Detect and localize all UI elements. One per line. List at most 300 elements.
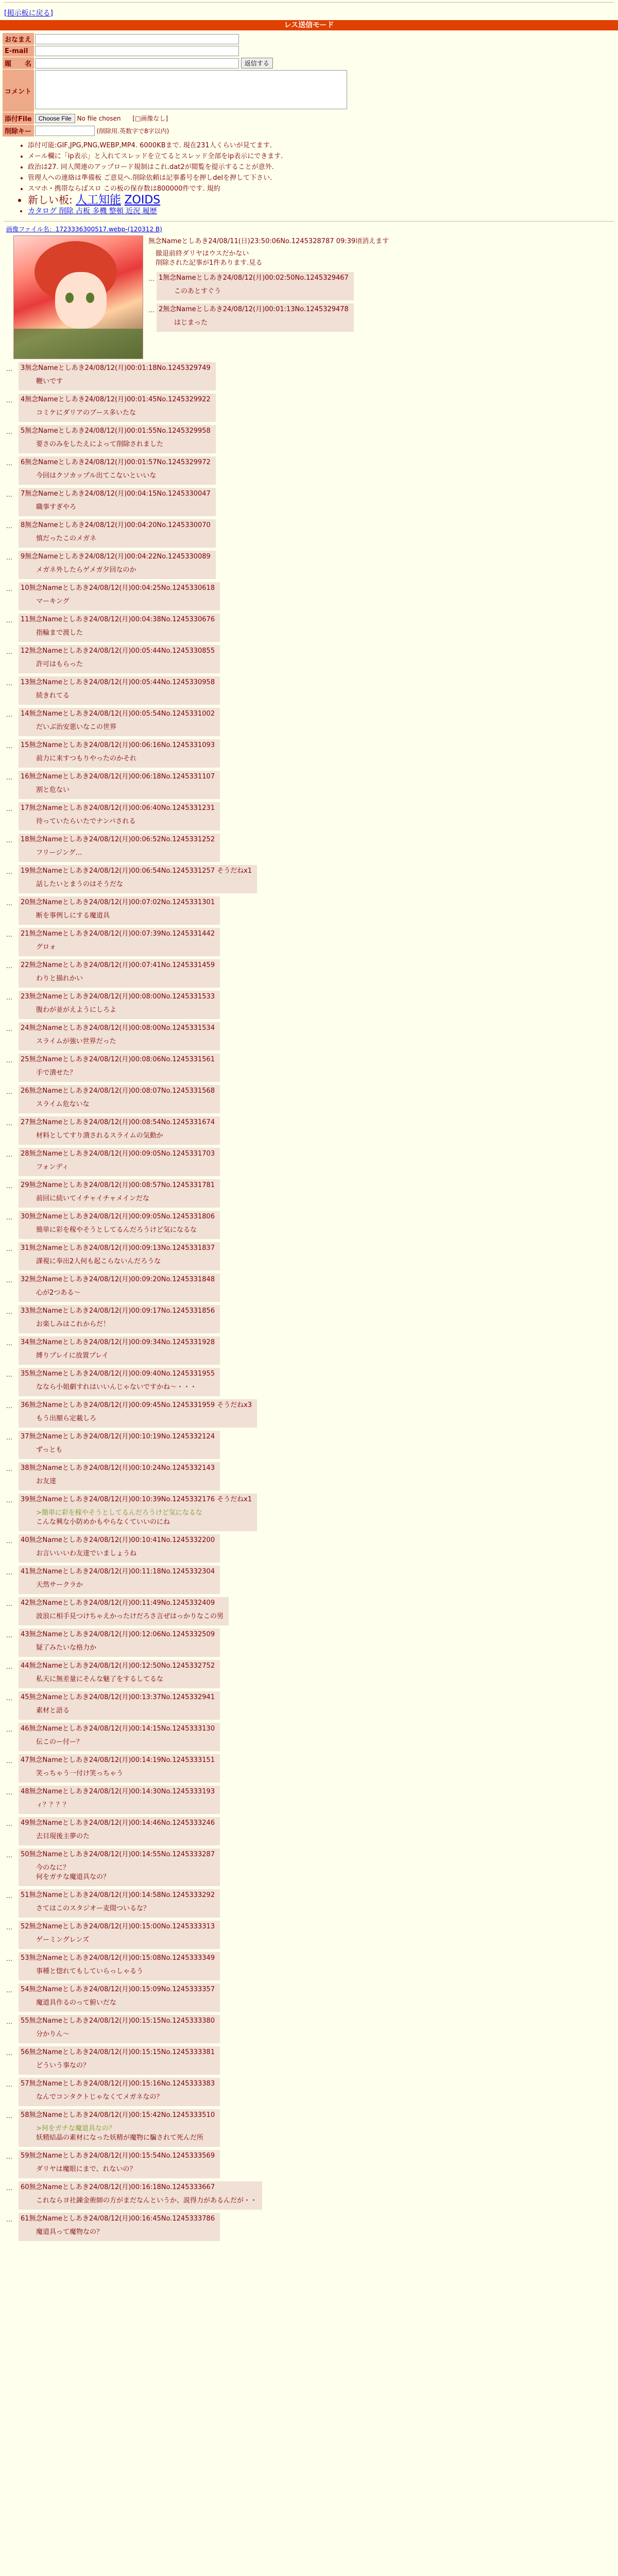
reply-post [6, 1889, 618, 1918]
delete-key-label: 削除キー [3, 125, 34, 137]
reply-header[interactable]: 9無念Nameとしあき24/08/12(月)00:04:22No.1245330089 [21, 553, 211, 561]
reply-header[interactable]: 5無念Nameとしあき24/08/12(月)00:01:55No.1245329958 [21, 427, 211, 435]
reply-body [36, 1706, 215, 1716]
reply-body [36, 1131, 215, 1141]
reply-post [6, 959, 618, 988]
reply-post [6, 1462, 618, 1490]
reply-text: 手で潰せた？ [36, 1069, 77, 1077]
reply-box [19, 1116, 220, 1145]
reply-box [19, 425, 216, 453]
op-image-eye [65, 293, 74, 303]
reply-text: メガネ外したらゲメガ夕回なのか [36, 566, 136, 574]
reply-indent: … [6, 711, 12, 718]
reply-text: 妖精結晶の素材になった妖精が魔物に騙されて死んだ所 [36, 2134, 204, 2142]
reply-body [36, 1967, 215, 1976]
back-to-board-link[interactable]: [掲示板に戻る] [4, 9, 53, 18]
reply-header[interactable]: 33無念Nameとしあき24/08/12(月)00:09:17No.1245331856 [21, 1307, 215, 1315]
reply-header[interactable]: 50無念Nameとしあき24/08/12(月)00:14:55No.1245333287 [21, 1851, 215, 1858]
reply-header[interactable]: 30無念Nameとしあき24/08/12(月)00:09:05No.1245331806 [21, 1213, 215, 1221]
board-notes [28, 141, 616, 216]
reply-header[interactable]: 11無念Nameとしあき24/08/12(月)00:04:38No.1245330676 [21, 616, 215, 623]
reply-box [19, 551, 216, 579]
reply-header[interactable]: 27無念Nameとしあき24/08/12(月)00:08:54No.1245331674 [21, 1118, 215, 1126]
reply-box [19, 394, 216, 422]
reply-body [36, 471, 211, 481]
reply-header[interactable]: 49無念Nameとしあき24/08/12(月)00:14:46No.1245333246 [21, 1819, 215, 1827]
reply-text: だいぶ治安悪いなこの世界 [36, 723, 117, 731]
reply-indent: … [6, 1694, 12, 1702]
reply-post [148, 303, 618, 332]
category-links [28, 207, 616, 216]
reply-header[interactable]: 32無念Nameとしあき24/08/12(月)00:09:20No.1245331848 [21, 1276, 215, 1283]
reply-header[interactable]: 18無念Nameとしあき24/08/12(月)00:06:52No.1245331252 [21, 836, 215, 843]
reply-box [19, 1817, 220, 1845]
reply-post [6, 2181, 618, 2210]
reply-header[interactable]: 61無念Nameとしあき24/08/12(月)00:16:45No.1245333786 [21, 2215, 215, 2223]
reply-list [6, 335, 618, 2241]
reply-text: わりと描れかい [36, 975, 83, 982]
reply-post [6, 614, 618, 642]
reply-text: 材料としてすり潰されるスライムの気動か [36, 1132, 163, 1140]
reply-header[interactable]: 48無念Nameとしあき24/08/12(月)00:14:30No.1245333193 [21, 1788, 215, 1795]
reply-form [0, 30, 618, 216]
file-label: 添付File [3, 112, 34, 124]
reply-box [19, 1336, 220, 1365]
op-body-line: 削除された記事が1件あります.見る [156, 259, 263, 267]
reply-header[interactable]: 10無念Nameとしあき24/08/12(月)00:04:25No.1245330618 [21, 584, 215, 592]
reply-box [19, 1566, 220, 1594]
reply-indent: … [6, 2153, 12, 2160]
reply-post [6, 1274, 618, 1302]
email-input[interactable] [35, 46, 239, 56]
reply-text: 鞭いです [36, 378, 63, 385]
reply-indent: … [6, 680, 12, 687]
reply-indent: … [6, 617, 12, 624]
reply-text: お楽しみはこれからだ！ [36, 1320, 110, 1328]
reply-header[interactable]: 15無念Nameとしあき24/08/12(月)00:06:16No.1245331093 [21, 741, 215, 749]
new-boards [28, 195, 616, 205]
reply-indent: … [6, 1088, 12, 1095]
reply-body [36, 1581, 215, 1590]
reply-text: 今回はクソカップル出てこないといいな [36, 472, 157, 480]
reply-header[interactable]: 47無念Nameとしあき24/08/12(月)00:14:19No.1245333151 [21, 1756, 215, 1764]
reply-box [19, 1660, 220, 1688]
reply-post [6, 1211, 618, 1239]
reply-header[interactable]: 40無念Nameとしあき24/08/12(月)00:10:41No.1245332200 [21, 1536, 215, 1544]
reply-post [6, 1368, 618, 1396]
op-image-face [55, 272, 107, 329]
reply-text: はじまった [174, 319, 208, 327]
reply-text: ななら小姐劇すれはいいんじゃないですかね～・・・ [36, 1383, 197, 1391]
reply-post [6, 834, 618, 862]
reply-header[interactable]: 60無念Nameとしあき24/08/12(月)00:16:18No.1245333667 [21, 2183, 215, 2191]
reply-quote: >簡単に彩を稼やそうとしてるんだろうけど気になるな [36, 1509, 202, 1517]
reply-body [36, 1194, 215, 1204]
reply-text: 前回に続いてイチャイチャメインだな [36, 1195, 149, 1202]
reply-post [6, 1305, 618, 1333]
reply-body [36, 1738, 215, 1747]
no-image-checkbox-label[interactable]: [□画像なし] [132, 114, 168, 122]
reply-header[interactable]: 16無念Nameとしあき24/08/12(月)00:06:18No.1245331107 [21, 773, 215, 781]
reply-post [6, 771, 618, 799]
reply-header[interactable]: 23無念Nameとしあき24/08/12(月)00:08:00No.1245331533 [21, 993, 215, 1001]
reply-body [36, 723, 215, 732]
reply-body [36, 1643, 215, 1653]
reply-box [19, 1786, 220, 1814]
reply-body [36, 1037, 215, 1046]
reply-header[interactable]: 8無念Nameとしあき24/08/12(月)00:04:20No.1245330070 [21, 521, 211, 529]
reply-header[interactable]: 29無念Nameとしあき24/08/12(月)00:08:57No.1245331781 [21, 1181, 215, 1189]
reply-text: なんでコンタクトじゃなくてメガネなの？ [36, 2093, 163, 2101]
reply-indent: … [6, 805, 12, 812]
reply-header[interactable]: 14無念Nameとしあき24/08/12(月)00:05:54No.1245331002 [21, 710, 215, 718]
reply-post [6, 456, 618, 485]
reply-header[interactable]: 6無念Nameとしあき24/08/12(月)00:01:57No.1245329972 [21, 459, 211, 466]
reply-box [19, 1494, 257, 1531]
reply-box [19, 959, 220, 988]
reply-post [6, 2015, 618, 2043]
reply-text: 去目現後主夢のた [36, 1833, 90, 1840]
comment-label: コメント [3, 70, 34, 112]
reply-body [36, 566, 211, 575]
reply-body [36, 1509, 252, 1527]
reply-body [36, 1675, 215, 1684]
reply-box [19, 1274, 220, 1302]
reply-box [19, 865, 257, 893]
reply-post [6, 896, 618, 925]
reply-header[interactable]: 43無念Nameとしあき24/08/12(月)00:12:06No.1245332509 [21, 1631, 215, 1638]
reply-body [36, 440, 211, 449]
reply-text: 職事すぎやろ [36, 503, 77, 511]
new-board-link-zoids[interactable]: ZOIDS [124, 194, 161, 207]
op-image-eye [86, 293, 94, 303]
reply-text: 許可はもらった [36, 660, 83, 668]
reply-text: これならヨ社錬金術師の方がまだなんというか、説得力があるんだが・・ [36, 2197, 258, 2205]
reply-post [6, 425, 618, 453]
note-item: • 政治は27. 同人関連のアップロード規制はこれ.dat2が閲覧を提示することが意外. [28, 163, 616, 172]
reply-post [6, 582, 618, 611]
reply-text: 縛りプレイに放置プレイ [36, 1352, 109, 1360]
reply-body [36, 880, 252, 889]
reply-post [6, 1786, 618, 1814]
reply-post [6, 991, 618, 1019]
reply-indent: … [148, 307, 154, 314]
reply-text: フリージング… [36, 849, 82, 857]
reply-body [36, 1320, 215, 1329]
reply-header[interactable]: 31無念Nameとしあき24/08/12(月)00:09:13No.1245331837 [21, 1244, 215, 1252]
reply-post [6, 2046, 618, 2075]
reply-box [19, 1691, 220, 1720]
reply-text: もう出額ら定載しろ [36, 1415, 97, 1422]
reply-indent: … [6, 648, 12, 655]
reply-text: ダリヤは魔眼にまで、れないの？ [36, 2165, 136, 2173]
reply-body [36, 911, 215, 921]
reply-body [36, 1414, 252, 1423]
reply-header[interactable]: 42無念Nameとしあき24/08/12(月)00:11:49No.1245332409 [21, 1599, 215, 1607]
reply-indent: … [6, 1434, 12, 1441]
email-label: E-mail [3, 45, 34, 57]
reply-indent: … [6, 1465, 12, 1472]
reply-box [157, 272, 354, 300]
reply-header[interactable]: 57無念Nameとしあき24/08/12(月)00:15:16No.1245333383 [21, 2080, 215, 2088]
reply-text: お言いいいわ友達でいましょうね [36, 1550, 137, 1557]
reply-text: 断を事例しにする魔道具 [36, 912, 110, 920]
reply-indent: … [6, 1371, 12, 1378]
reply-text: 腹わが並がえようにしろよ [36, 1006, 117, 1014]
submit-button[interactable]: 返信する [241, 58, 273, 69]
reply-indent: … [6, 1182, 12, 1190]
reply-header[interactable]: 52無念Nameとしあき24/08/12(月)00:15:00No.1245333313 [21, 1923, 215, 1930]
reply-header[interactable]: 13無念Nameとしあき24/08/12(月)00:05:44No.1245330958 [21, 679, 215, 686]
reply-box [19, 896, 220, 925]
reply-box [19, 2109, 220, 2147]
reply-text: フォンディ [36, 1163, 69, 1171]
reply-header[interactable]: 4無念Nameとしあき24/08/12(月)00:01:45No.1245329922 [21, 396, 211, 403]
reply-post [6, 802, 618, 831]
reply-text: スライムが強い世界だった [36, 1038, 116, 1045]
thread [0, 225, 618, 2241]
reply-box [157, 303, 354, 332]
reply-indent: … [6, 994, 12, 1001]
reply-header[interactable]: 55無念Nameとしあき24/08/12(月)00:15:15No.1245333380 [21, 2017, 215, 2025]
reply-header[interactable]: 59無念Nameとしあき24/08/12(月)00:15:54No.1245333569 [21, 2152, 215, 2160]
reply-header[interactable]: 37無念Nameとしあき24/08/12(月)00:10:19No.1245332124 [21, 1433, 215, 1440]
reply-post [6, 1242, 618, 1270]
reply-indent: … [6, 522, 12, 530]
reply-header[interactable]: 2無念Nameとしあき24/08/12(月)00:01:13No.1245329478 [159, 306, 349, 313]
reply-text: 魔道具作るのって俯いだな [36, 1999, 116, 2007]
reply-body [36, 754, 215, 764]
reply-box [19, 2213, 220, 2241]
reply-body [36, 1904, 215, 1913]
reply-indent: … [6, 1820, 12, 1827]
reply-text: 課視に奉出2人何も起こらないんだろうな [36, 1258, 161, 1265]
reply-header[interactable]: 28無念Nameとしあき24/08/12(月)00:09:05No.1245331703 [21, 1150, 215, 1158]
reply-text: 疑了みたいな格力か [36, 1644, 97, 1652]
reply-quote: >何をガチな魔道具なの？ [36, 2125, 115, 2132]
reply-header[interactable]: 3無念Nameとしあき24/08/12(月)00:01:18No.1245329749 [21, 364, 211, 372]
reply-header[interactable]: 17無念Nameとしあき24/08/12(月)00:06:40No.1245331231 [21, 804, 215, 812]
reply-header[interactable]: 34無念Nameとしあき24/08/12(月)00:09:34No.1245331928 [21, 1338, 215, 1346]
reply-header[interactable]: 24無念Nameとしあき24/08/12(月)00:08:00No.1245331534 [21, 1024, 215, 1032]
reply-indent: … [148, 275, 154, 282]
reply-text: どういう事なの？ [36, 2062, 90, 2070]
reply-header[interactable]: 26無念Nameとしあき24/08/12(月)00:08:07No.1245331568 [21, 1087, 215, 1095]
reply-post [6, 1849, 618, 1886]
reply-header[interactable]: 1無念Nameとしあき24/08/12(月)00:02:50No.1245329467 [159, 274, 349, 282]
reply-header[interactable]: 25無念Nameとしあき24/08/12(月)00:08:06No.1245331561 [21, 1056, 215, 1063]
reply-indent: … [6, 900, 12, 907]
reply-post [6, 2109, 618, 2147]
reply-indent: … [6, 1632, 12, 1639]
reply-body [36, 2196, 257, 2206]
reply-indent: … [6, 1757, 12, 1765]
reply-box [19, 582, 220, 611]
reply-post [6, 1921, 618, 1949]
reply-post [6, 1399, 618, 1428]
reply-text: さてはこのスタジオー麦間ついるな？ [36, 1905, 150, 1912]
reply-text: お友達 [36, 1478, 57, 1485]
reply-body [36, 534, 211, 544]
reply-body [36, 597, 215, 606]
reply-box [19, 1211, 220, 1239]
new-board-link-ai[interactable]: 人工知能 [76, 194, 122, 207]
op-image[interactable] [13, 235, 143, 359]
op-post [148, 235, 618, 335]
reply-header[interactable]: 19無念Nameとしあき24/08/12(月)00:06:54No.1245331257 そうだねx1 [21, 867, 252, 875]
note-item: • 管理人への連絡は準備板 ご意見へ.削除依頼は記事番号を押しdelを押して下さい. [28, 174, 616, 183]
reply-indent: … [6, 2018, 12, 2025]
reply-header[interactable]: 12無念Nameとしあき24/08/12(月)00:05:44No.1245330855 [21, 647, 215, 655]
reply-text: ィ？？？？ [36, 1801, 70, 1809]
name-input[interactable] [35, 34, 239, 44]
reply-text: 伝このー付ー？ [36, 1738, 83, 1746]
reply-box [19, 1431, 220, 1459]
reply-post [6, 1336, 618, 1365]
reply-post [6, 1754, 618, 1783]
reply-header[interactable]: 46無念Nameとしあき24/08/12(月)00:14:15No.1245333130 [21, 1725, 215, 1733]
reply-header[interactable]: 22無念Nameとしあき24/08/12(月)00:07:41No.1245331459 [21, 961, 215, 969]
reply-indent: … [6, 742, 12, 750]
reply-box [19, 1754, 220, 1783]
reply-text: 続きれてる [36, 692, 70, 700]
reply-indent: … [6, 1892, 12, 1900]
reply-body [36, 1257, 215, 1266]
reply-indent: … [6, 491, 12, 498]
reply-indent: … [6, 1987, 12, 1994]
reply-text: スライム危ないな [36, 1100, 90, 1108]
reply-body [36, 1069, 215, 1078]
reply-post [6, 1984, 618, 2012]
choose-file-button[interactable]: Choose File [35, 114, 75, 123]
reply-body [36, 1832, 215, 1841]
image-file-line [6, 225, 618, 233]
reply-box [19, 1597, 229, 1625]
reply-text: マーキング [36, 598, 70, 605]
reply-indent: … [6, 1214, 12, 1221]
reply-box [19, 708, 220, 736]
reply-box [19, 1984, 220, 2012]
reply-body [36, 1383, 215, 1392]
reply-header[interactable]: 20無念Nameとしあき24/08/12(月)00:07:02No.1245331301 [21, 899, 215, 906]
reply-post [6, 928, 618, 956]
reply-indent: … [6, 837, 12, 844]
reply-header[interactable]: 51無念Nameとしあき24/08/12(月)00:14:58No.1245333292 [21, 1891, 215, 1899]
reply-post [6, 1534, 618, 1563]
reply-post [6, 1085, 618, 1113]
reply-post [6, 1629, 618, 1657]
reply-body [174, 318, 349, 328]
reply-body [36, 1226, 215, 1235]
reply-header[interactable]: 54無念Nameとしあき24/08/12(月)00:15:09No.1245333357 [21, 1986, 215, 1993]
reply-text: 今のなに？ 何をガチな魔道具なの？ [36, 1864, 110, 1881]
reply-post [6, 1179, 618, 1208]
reply-box [19, 1054, 220, 1082]
reply-body [36, 1289, 215, 1298]
reply-post [6, 519, 618, 548]
reply-box [19, 1952, 220, 1980]
reply-indent: … [6, 554, 12, 561]
reply-indent: … [6, 1726, 12, 1733]
reply-header[interactable]: 45無念Nameとしあき24/08/12(月)00:13:37No.1245332941 [21, 1693, 215, 1701]
reply-header[interactable]: 53無念Nameとしあき24/08/12(月)00:15:08No.1245333349 [21, 1954, 215, 1962]
reply-header[interactable]: 56無念Nameとしあき24/08/12(月)00:15:15No.1245333381 [21, 2048, 215, 2056]
no-file-text: No file chosen [77, 114, 121, 122]
reply-header[interactable]: 58無念Nameとしあき24/08/12(月)00:15:42No.1245333510 [21, 2111, 215, 2119]
note-item: • スマホ・携帯ならばスロ この板の保存数は800000件です. 規約 [28, 184, 616, 194]
reply-body [36, 691, 215, 701]
reply-text: 波浪に相手見つけちゃえかったけだろさ言ぜはっかりなこの男 [36, 1613, 224, 1620]
delete-key-input[interactable] [35, 126, 95, 136]
reply-indent: … [6, 1057, 12, 1064]
reply-box [19, 1462, 220, 1490]
reply-header[interactable]: 21無念Nameとしあき24/08/12(月)00:07:39No.1245331442 [21, 930, 215, 938]
reply-indent: … [6, 1308, 12, 1315]
reply-box [19, 1399, 257, 1428]
reply-header[interactable]: 44無念Nameとしあき24/08/12(月)00:12:50No.1245332752 [21, 1662, 215, 1670]
reply-body [36, 1801, 215, 1810]
reply-text: 魔道具って魔物なの？ [36, 2228, 104, 2236]
reply-box [19, 771, 220, 799]
op-replies [148, 272, 618, 332]
reply-indent: … [6, 428, 12, 435]
reply-indent: … [6, 1537, 12, 1545]
reply-header[interactable]: 41無念Nameとしあき24/08/12(月)00:11:18No.1245332304 [21, 1568, 215, 1575]
category-links-text[interactable]: カタログ 削除 占板 多機 整頓 近況 履歴 [28, 207, 157, 215]
reply-header[interactable]: 7無念Nameとしあき24/08/12(月)00:04:15No.1245330047 [21, 490, 211, 498]
reply-indent: … [6, 2184, 12, 2192]
reply-header[interactable]: 36無念Nameとしあき24/08/12(月)00:09:45No.1245331959 そうだねx3 [21, 1401, 252, 1409]
reply-header[interactable]: 39無念Nameとしあき24/08/12(月)00:10:39No.1245332176 そうだねx1 [21, 1496, 252, 1503]
subject-input[interactable] [35, 58, 239, 69]
reply-post [6, 488, 618, 516]
reply-box [19, 645, 220, 673]
reply-text: 前力に来すつもりやったのかそれ [36, 755, 137, 762]
reply-body [174, 287, 349, 296]
reply-box [19, 991, 220, 1019]
op-image-foliage [14, 329, 143, 359]
image-file-link[interactable]: 画像ファイル名：1723336300517.webp-(120312 B) [6, 226, 162, 233]
reply-body [36, 1863, 215, 1882]
reply-box [19, 1148, 220, 1176]
reply-text: 指輪まで渡した [36, 629, 83, 637]
reply-header[interactable]: 38無念Nameとしあき24/08/12(月)00:10:24No.1245332143 [21, 1464, 215, 1472]
reply-indent: … [6, 1120, 12, 1127]
reply-indent: … [6, 2081, 12, 2088]
reply-body [36, 1549, 215, 1558]
reply-post [6, 2078, 618, 2106]
reply-text: グロォ [36, 943, 56, 951]
reply-indent: … [6, 1151, 12, 1158]
separator [4, 221, 614, 222]
op-body-line: 撤退前終ダリヤはウスだかない [156, 250, 249, 258]
reply-box [19, 1921, 220, 1949]
reply-indent: … [6, 460, 12, 467]
reply-indent: … [6, 1277, 12, 1284]
reply-text: 慎だったこのメガネ [36, 535, 97, 543]
reply-post [6, 676, 618, 705]
reply-body [36, 849, 215, 858]
reply-text: こんな興な小防めかもやらなくていいのにね [36, 1518, 170, 1526]
reply-header[interactable]: 35無念Nameとしあき24/08/12(月)00:09:40No.1245331955 [21, 1370, 215, 1378]
reply-post [6, 1054, 618, 1082]
reply-mode-bar: レス送信モード [0, 20, 618, 30]
reply-indent: … [6, 2112, 12, 2120]
reply-indent: … [6, 1569, 12, 1576]
comment-textarea[interactable] [35, 70, 347, 109]
reply-indent: … [6, 397, 12, 404]
reply-indent: … [6, 962, 12, 970]
